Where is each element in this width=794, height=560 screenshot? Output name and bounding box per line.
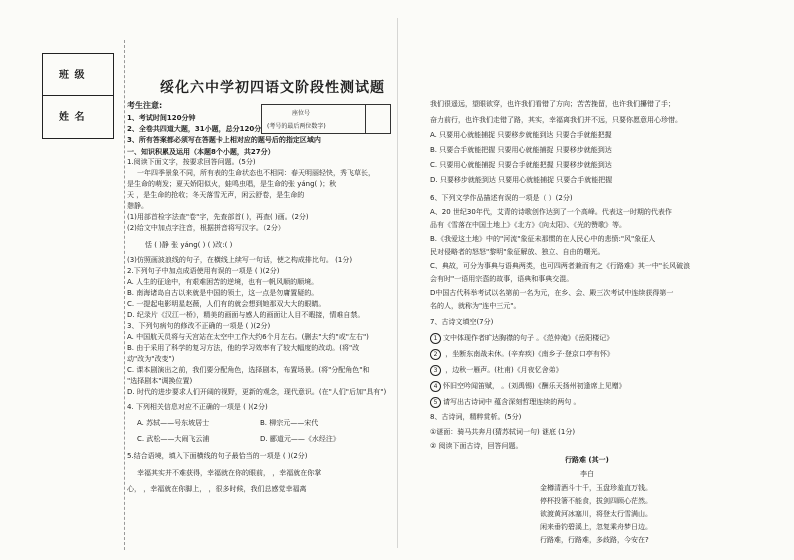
q7-item-text: 怀旧空吟闻笛赋， 。(刘禹锡)《酬乐天扬州初逢席上见赠》 <box>443 382 626 390</box>
section-1-heading: 一、知识积累及运用（本题8个小题，共27分） <box>127 148 275 156</box>
notice-heading: 考生注意: <box>127 101 163 110</box>
q6-option: C、典故，可分为事典与语典两类，也可四两者兼而有之《行路难》其一中"长风破浪 <box>430 262 691 270</box>
name-label: 姓 名 <box>59 112 86 123</box>
q6-option: 名的人，就称为"连中三元"。 <box>430 302 521 310</box>
q5-option: C. 只要用心就能捕捉 只要合手就能把握 只要移步就能到达 <box>430 161 612 169</box>
q4-option: B. 柳宗元——宋代 <box>260 419 319 427</box>
q1-text-line: 是生命的萌发；夏天娇阳似火，蛙鸣虫唱，是生命的张 yáng( )；秋 <box>127 180 337 188</box>
number-circle: 4 <box>430 381 441 392</box>
poem-line: 行路难，行路难，多歧路，今安在? <box>540 536 649 544</box>
q1-sub-2: (2)给文中加点字注音，根据拼音将写汉字。（2分） <box>127 224 285 232</box>
poem-author: 李白 <box>580 470 594 478</box>
poem-line: 金樽清酒斗十千，玉盘珍羞直万钱。 <box>540 484 652 492</box>
q8-sub-2: ② 阅读下面古诗，回答问题。 <box>430 442 523 450</box>
q6-option: 会有时"一语用宗悫的故事，语典和事典交混。 <box>430 275 574 283</box>
seat-number-label: 座位号 <box>292 110 311 117</box>
q7-item-text: ，边秋一雁声。(杜甫)《月夜忆舍弟》 <box>443 366 563 374</box>
number-circle: 1 <box>430 333 441 344</box>
q7-item-text: 请写出古诗词中 蕴含深刻哲理连续的两句 。 <box>443 398 581 406</box>
class-label: 班 级 <box>59 70 86 81</box>
poem-title: 行路难 (其一) <box>565 456 609 464</box>
q5-continued-line: 奋力前行，也许我们走错了路，其实，幸福离我们并不远，只要你愿意用心珍惜。 <box>430 116 682 124</box>
q3-option: D. 时代的进步要求人们开阔的视野，更新的观念，现代意识。(在"人们"后加"具有") <box>127 388 387 396</box>
seat-number-box <box>261 104 391 134</box>
q2-option: B. 南海诸岛自古以来就是中国的领土，这一点是勿庸置疑的。 <box>127 289 319 297</box>
q7-item <box>430 365 563 376</box>
q7-item <box>430 349 614 360</box>
q3-option: 动"改为"改变") <box>127 355 175 363</box>
q5-text-line: 心， ，幸福就在你脚上， ，很多时候，我们总感觉幸福离 <box>127 485 307 493</box>
student-info-table <box>42 53 114 139</box>
q1-stem: 1.阅读下面文字，按要求回答问题。(5分) <box>127 158 256 166</box>
q3-option: A. 中国航天员将与天宫站在太空中工作大约6个月左右。(删去"大约"或"左右") <box>127 333 369 341</box>
q1-sub-3: (3)仿照画波浪线的句子，在横线上续写一句话，使之构成排比句。 (1分) <box>127 256 353 264</box>
q6-option: 品有《雪落在中国土地上》《北方》《向太阳》、《光的赞歌》等。 <box>430 221 626 229</box>
notice-item-1: 1、考试时间120分钟 <box>127 114 196 122</box>
q6-option: A、20 世纪30年代，艾青的诗歌创作达到了一个高峰。代表这一时期的代表作 <box>430 208 672 216</box>
q1-pinyin-line: 恬 ( )静 张 yáng( ) ( )改:( ) <box>145 241 233 249</box>
q7-stem: 7、古诗文填空(7分) <box>430 318 494 326</box>
q3-stem: 3、下列句病句的修改不正确的一项是 ( )(2分) <box>127 322 271 330</box>
page-fold <box>397 18 398 548</box>
q5-option: A. 只要用心就能捕捉 只要移步就能到达 只要合手就能把握 <box>430 131 612 139</box>
q1-sub-1: (1)用部首检字法查"卷"字，先查部首( )，再查( )画。(2分) <box>127 213 309 221</box>
q7-item <box>430 333 613 344</box>
q5-text-line: 幸福其实并不难获得，幸福就在你的眼前， ，幸福就在你掌 <box>137 469 322 477</box>
q7-item-text: 文中体现作者旷达胸襟的句子 。《范仲淹》《岳阳楼记》 <box>443 334 614 342</box>
notice-item-2: 2、全卷共四道大题，31小题，总分120分 <box>127 125 262 133</box>
q4-option: C. 武松——大闹飞云浦 <box>137 435 210 443</box>
q1-text-line: 一年四季景象不同，所有表的生命状态也不相同：春天明丽轻快，秀飞草长， <box>137 169 375 177</box>
seat-number-hint: (考号的最后两位数字) <box>267 123 326 130</box>
q7-item-text: ，坐断东南战未休。(辛弃疾)《南乡子·登京口亭有怀》 <box>443 350 614 358</box>
poem-line: 停杯投箸不能食，拔剑四顾心茫然。 <box>540 497 652 505</box>
q1-text-line: 憩静。 <box>127 202 148 210</box>
poem-line: 闲来垂钓碧溪上，忽复乘舟梦日边。 <box>540 523 652 531</box>
q3-option: B. 由于采用了科学的复习方法，他的学习效率有了较大幅度的改动。(将"改 <box>127 344 360 352</box>
binding-line <box>124 40 126 550</box>
q5-option: D. 只要移步就能到达 只要用心就能捕捉 只要合手就能把握 <box>430 176 613 184</box>
q4-stem: 4. 下列相关信息对应不正确的一项是 ( )(2分) <box>127 403 268 411</box>
notice-item-3: 3、所有答案都必须写在答题卡上相对应的题号后的指定区域内 <box>127 136 321 144</box>
q2-stem: 2.下列句子中加点成语使用有误的一项是 ( )(2分) <box>127 267 280 275</box>
class-row <box>43 54 113 96</box>
number-circle: 2 <box>430 349 441 360</box>
q8-sub-1: ①谜面：骑马共奔月(猜苏轼词一句) 谜底 (1分) <box>430 428 576 436</box>
q6-stem: 6、下列文学作品描述有误的一项是（ ）(2分) <box>430 194 573 202</box>
q5-option: B. 只要合手就能把握 只要用心就能捕捉 只要移步就能到达 <box>430 146 612 154</box>
number-circle: 5 <box>430 397 441 408</box>
q3-option: "选择剧本"调换位置) <box>127 377 193 385</box>
q6-option: D中国古代科举考试以名第前一名为元，在乡、会、殿三次考试中连续获得第一 <box>430 289 674 297</box>
q5-stem: 5.结合语境，填入下面横线的句子最恰当的一项是 ( )(2分) <box>127 452 308 460</box>
poem-line: 欲渡黄河冰塞川，将登太行雪满山。 <box>540 510 652 518</box>
q4-option: D. 郦道元——《水经注》 <box>260 435 340 443</box>
q2-option: C. 一提起电影明星赵薇，人们有的就会想到她那双大大的眼睛。 <box>127 300 326 308</box>
exam-title: 绥化六中学初四语文阶段性测试题 <box>160 80 385 96</box>
q6-option: B.《我爱这土地》中的"河流"象征未那惯的在人民心中的悲愤:"风"象征人 <box>430 235 656 243</box>
seat-number-label-cell <box>262 105 366 133</box>
q2-option: D. 纪录片《汉江一桥》，精美的画面与感人的画面让人目不暇接，情难自禁。 <box>127 311 365 319</box>
number-circle: 3 <box>430 365 441 376</box>
q3-option: C. 课本剧演出之前，我们要分配角色，选择剧本，布置场景。(将"分配角色"和 <box>127 366 370 374</box>
q7-item <box>430 381 626 392</box>
q1-text-line: 天 ，是生命的抢收；冬天落雪无声，闲云舒卷，是生命的 <box>127 191 305 199</box>
q7-item <box>430 397 580 408</box>
name-row <box>43 96 113 138</box>
q4-option: A. 苏轼——号东坡居士 <box>137 419 210 427</box>
q5-continued-line: 我们很遥远，望眼欲穿，也许我们看错了方向；苦苦挽留，也许我们攥错了手； <box>430 100 675 108</box>
q2-option: A. 人生的征途中，有艰难困苦的逆境，也有一帆风顺的顺境。 <box>127 278 319 286</box>
q8-stem: 8、古诗词，精粹赏析。(5分) <box>430 413 522 421</box>
q6-option: 民对侵略者的怒怒"黎明"象征解放、独立、自由的曙光。 <box>430 248 605 256</box>
